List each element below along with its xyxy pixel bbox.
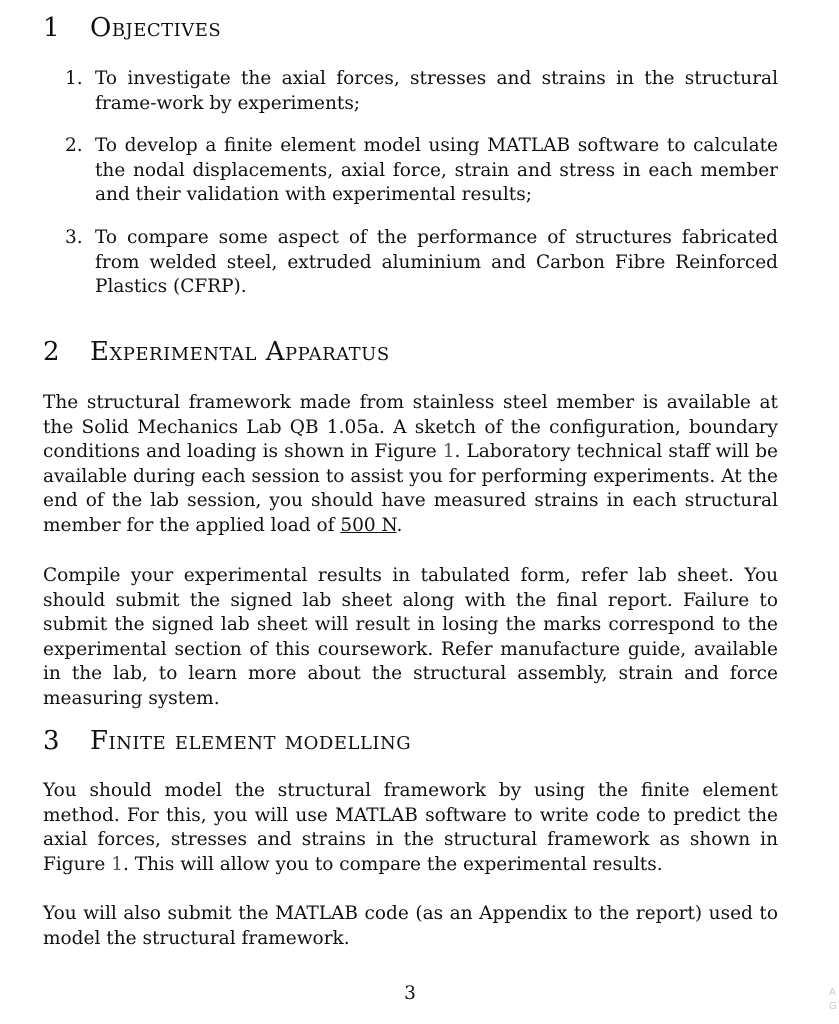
section-title: Finite element modelling [90, 726, 412, 756]
list-item-text: To investigate the axial forces, stresses and strains in the structural frame-work by experiments; [95, 68, 778, 114]
paragraph-text: The structural framework made from stainless steel member is available at the Solid Mechanics Lab QB 1.05a. A sketch of the configuration, boundary conditions and loading is shown in Figure [43, 392, 778, 462]
list-item [65, 67, 778, 116]
fem-paragraph-1 [43, 779, 778, 877]
section-title: Objectives [90, 13, 222, 43]
figure-reference[interactable]: 1 [442, 441, 455, 462]
list-item [65, 134, 778, 208]
list-marker: 2. [65, 135, 83, 156]
paragraph-text: . This will allow you to compare the experimental results. [122, 853, 663, 875]
paragraph-text: . Laboratory technical staff will be available during each session to assist you for performing experiments. At the end of the lab session, you should have measured strains in each structural member for the applied load of [43, 441, 779, 536]
list-item-text: To compare some aspect of the performance of structures fabricated from welded steel, extruded aluminium and Carbon Fibre Reinforced Plastics (CFRP). [95, 227, 778, 297]
section-heading-experimental-apparatus [43, 337, 390, 367]
apparatus-paragraph-2: Compile your experimental results in tabulated form, refer lab sheet. You should submit the signed lab sheet along with the final report. Failure to submit the signed lab sheet will result in losing the marks correspond to the experimental section of this coursework. Refer manufacture guide, available in the lab, to learn more about the structural assembly, strain and force measuring system. [43, 565, 778, 709]
section-number: 1 [43, 13, 60, 43]
list-item [65, 226, 778, 300]
figure-reference[interactable]: 1 [111, 853, 123, 875]
section-title: Experimental Apparatus [90, 337, 390, 367]
section-number: 2 [43, 337, 60, 367]
section-heading-objectives [43, 13, 221, 43]
list-item-text: To develop a finite element model using MATLAB software to calculate the nodal displacements, axial force, strain and stress in each member and their validation with experimental results; [95, 135, 778, 205]
margin-mark: A G [829, 987, 837, 1012]
section-number: 3 [43, 726, 60, 756]
paragraph-text: . [396, 514, 403, 536]
page-number: 3 [404, 983, 416, 1004]
fem-paragraph-2: You will also submit the MATLAB code (as an Appendix to the report) used to model the structural framework. [43, 903, 778, 949]
applied-load-value: 500 N [340, 514, 397, 536]
list-marker: 3. [65, 227, 83, 248]
section-heading-finite-element-modelling [43, 726, 411, 756]
paragraph-text: You should model the structural framework by using the finite element method. For this, you will use MATLAB software to write code to predict the axial forces, stresses and strains in the structural framework as shown in Figure [43, 780, 778, 875]
apparatus-paragraph-1 [43, 391, 778, 538]
list-marker: 1. [65, 68, 83, 89]
